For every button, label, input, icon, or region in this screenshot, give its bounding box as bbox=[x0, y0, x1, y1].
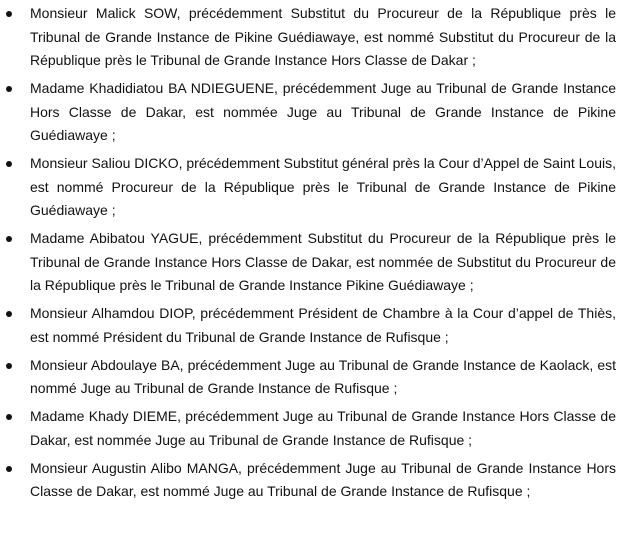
list-item bbox=[0, 457, 624, 504]
bullet-icon bbox=[6, 414, 12, 420]
appointment-text: Madame Khady DIEME, précédemment Juge au Tribunal de Grande Instance Hors Classe de Dakar, est nommée Juge au Tribunal de Grande Instance de Rufisque ; bbox=[30, 408, 616, 448]
list-item bbox=[0, 227, 624, 298]
list-item bbox=[0, 354, 624, 401]
bullet-icon bbox=[6, 363, 12, 369]
appointment-text: Monsieur Alhamdou DIOP, précédemment Président de Chambre à la Cour d’appel de Thiès, est nommé Président du Tribunal de Grande Instance de Rufisque ; bbox=[30, 305, 616, 345]
list-item bbox=[0, 2, 624, 73]
bullet-icon bbox=[6, 86, 12, 92]
bullet-icon bbox=[6, 466, 12, 472]
appointment-text: Monsieur Augustin Alibo MANGA, précédemment Juge au Tribunal de Grande Instance Hors Classe de Dakar, est nommé Juge au Tribunal de Grande Instance de Rufisque ; bbox=[30, 459, 616, 499]
list-item bbox=[0, 77, 624, 148]
appointment-text: Madame Khadidiatou BA NDIEGUENE, précédemment Juge au Tribunal de Grande Instance Hors Classe de Dakar, est nommée Juge au Tribunal de Grande Instance de Pikine Guédiawaye ; bbox=[30, 80, 616, 143]
bullet-icon bbox=[6, 311, 12, 317]
appointment-text: Monsieur Malick SOW, précédemment Substitut du Procureur de la République près le Tribunal de Grande Instance de Pikine Guédiawaye, est nommé Substitut du Procureur de la République près le Tribunal de Grande Instance Hors Classe de Dakar ; bbox=[30, 5, 616, 68]
appointment-text: Monsieur Abdoulaye BA, précédemment Juge au Tribunal de Grande Instance de Kaolack, est nommé Juge au Tribunal de Grande Instance de Rufisque ; bbox=[30, 356, 616, 396]
list-item bbox=[0, 405, 624, 452]
bullet-icon bbox=[6, 161, 12, 167]
appointment-text: Monsieur Saliou DICKO, précédemment Substitut général près la Cour d’Appel de Saint Louis, est nommé Procureur de la République près le Tribunal de Grande Instance de Pikine Guédiawaye ; bbox=[30, 155, 616, 218]
list-item bbox=[0, 152, 624, 223]
bullet-icon bbox=[6, 236, 12, 242]
appointment-text: Madame Abibatou YAGUE, précédemment Substitut du Procureur de la République près le Tribunal de Grande Instance Hors Classe de Dakar, est nommée de Substitut du Procureur de la République près le Tribunal de Grande Instance Pikine Guédiawaye ; bbox=[30, 230, 616, 293]
list-item bbox=[0, 302, 624, 349]
bullet-icon bbox=[6, 11, 12, 17]
appointment-list bbox=[0, 2, 624, 508]
